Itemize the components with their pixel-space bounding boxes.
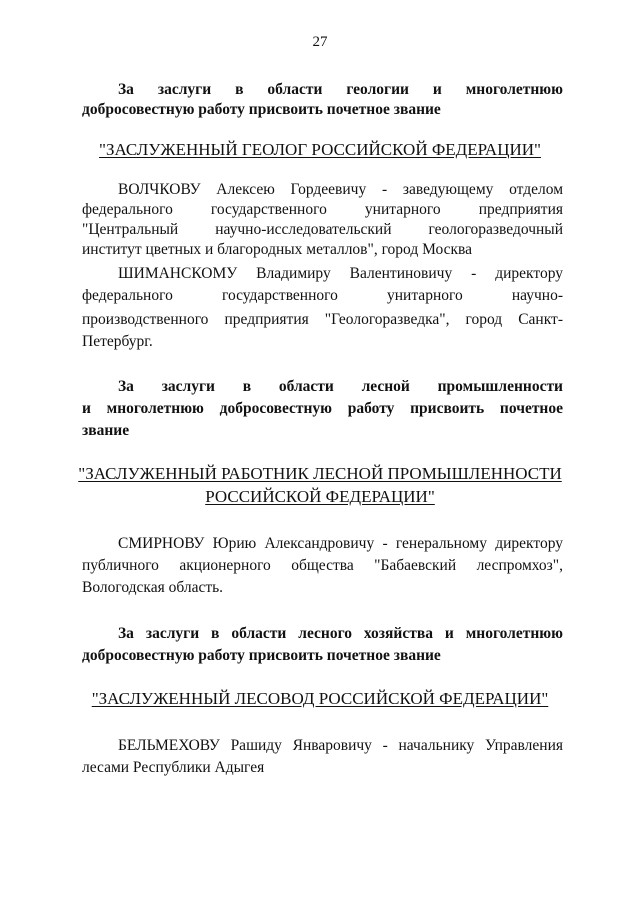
awardee-line: Петербург.: [82, 333, 153, 350]
intro-line: За заслуги в области геологии и многолетнюю: [118, 81, 563, 98]
awardee-line: институт цветных и благородных металлов", город Москва: [82, 241, 473, 258]
awardee-line: "Центральный научно-исследовательский геологоразведочный: [82, 221, 563, 238]
awardee-line: производственного предприятия "Геологоразведка", город Санкт-: [82, 311, 563, 328]
awardee-line: СМИРНОВУ Юрию Александровичу - генеральному директору: [118, 535, 563, 552]
awardee-line: ВОЛЧКОВУ Алексею Гордеевичу - заведующему отделом: [118, 181, 563, 198]
awardee-line: Вологодская область.: [82, 579, 224, 596]
awardee-line: публичного акционерного общества "Бабаевский леспромхоз",: [82, 557, 563, 574]
awardee-line: БЕЛЬМЕХОВУ Рашиду Январовичу - начальнику Управления: [118, 737, 563, 754]
intro-line: добросовестную работу присвоить почетное звание: [82, 647, 441, 664]
intro-line: и многолетнюю добросовестную работу присвоить почетное: [82, 400, 563, 417]
intro-line: За заслуги в области лесной промышленности: [118, 378, 563, 395]
awardee-line: лесами Республики Адыгея: [82, 759, 265, 776]
award-title: "ЗАСЛУЖЕННЫЙ ГЕОЛОГ РОССИЙСКОЙ ФЕДЕРАЦИИ": [99, 140, 541, 159]
intro-line: звание: [82, 422, 130, 439]
intro-line: добросовестную работу присвоить почетное звание: [82, 101, 441, 118]
award-title: "ЗАСЛУЖЕННЫЙ ЛЕСОВОД РОССИЙСКОЙ ФЕДЕРАЦИИ": [91, 689, 549, 708]
intro-line: За заслуги в области лесного хозяйства и многолетнюю: [118, 625, 563, 642]
page-number: 27: [312, 34, 328, 50]
awardee-line: ШИМАНСКОМУ Владимиру Валентиновичу - директору: [118, 265, 563, 282]
award-title: РОССИЙСКОЙ ФЕДЕРАЦИИ": [205, 487, 435, 506]
awardee-line: федерального государственного унитарного предприятия: [82, 201, 563, 218]
awardee-line: федерального государственного унитарного научно-: [82, 287, 563, 304]
award-title: "ЗАСЛУЖЕННЫЙ РАБОТНИК ЛЕСНОЙ ПРОМЫШЛЕННОСТИ: [78, 464, 562, 483]
